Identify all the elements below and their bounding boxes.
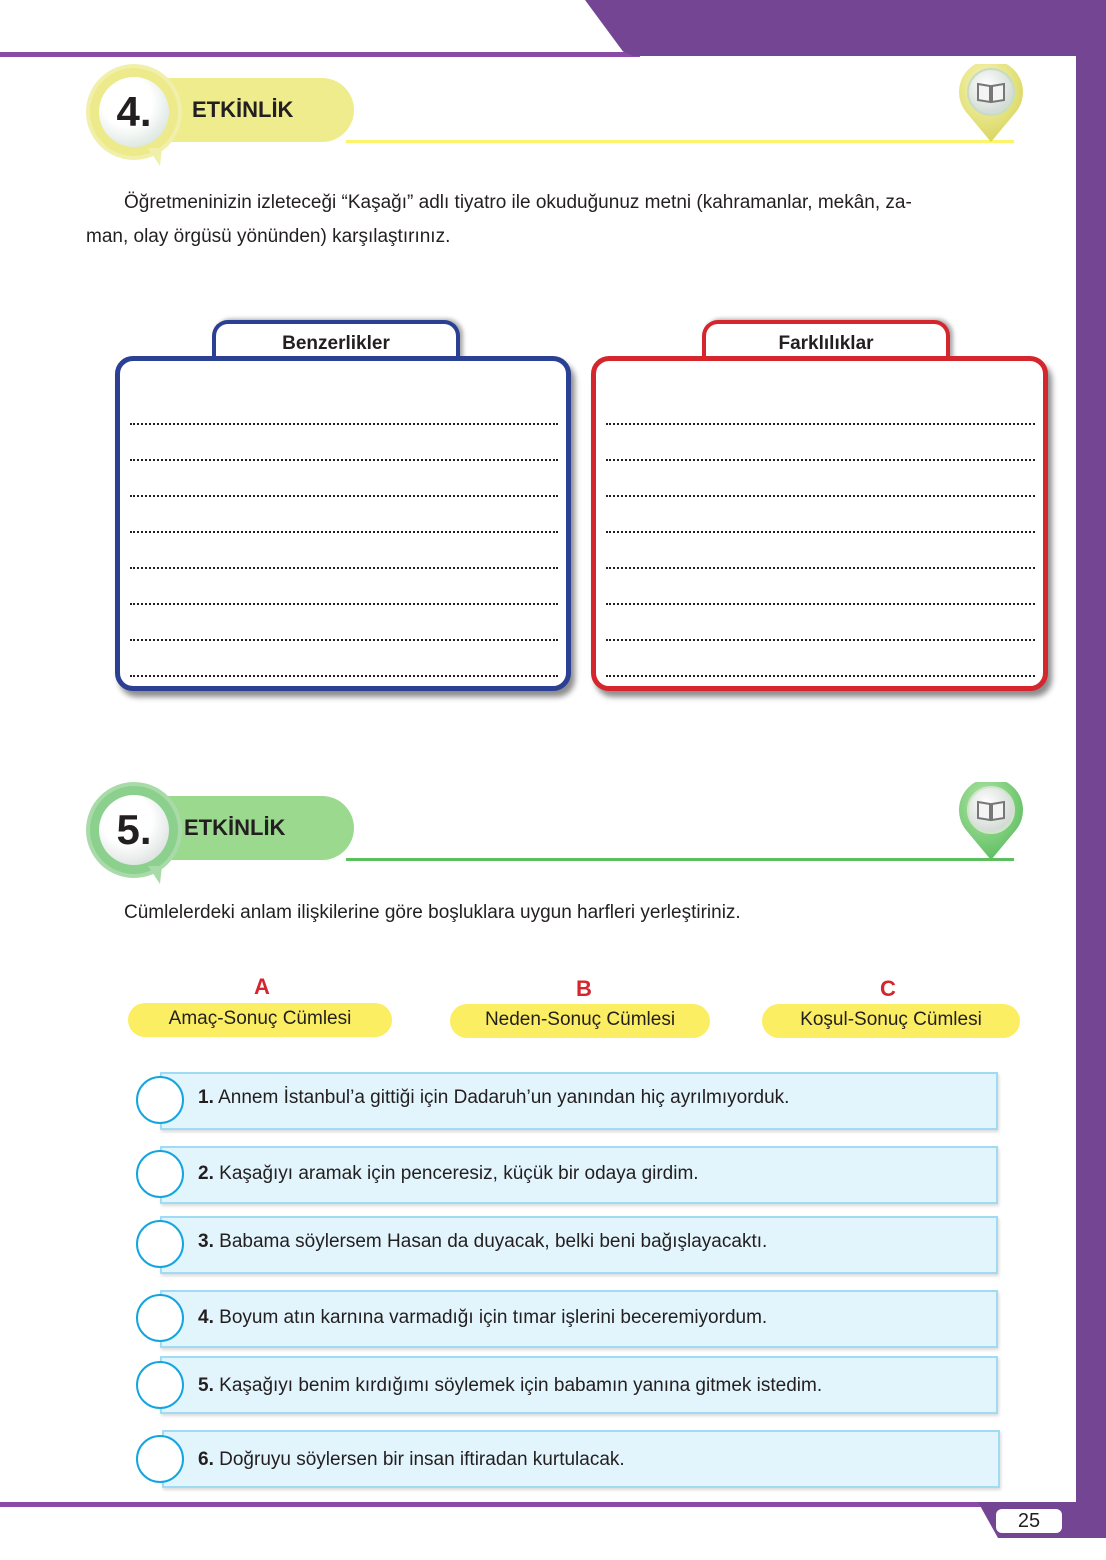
- answer-circle[interactable]: [136, 1076, 184, 1124]
- answer-line[interactable]: [606, 389, 1035, 425]
- sentence-body: Kaşağıyı aramak için penceresiz, küçük bir odaya girdim.: [219, 1163, 699, 1184]
- sentence-number: 6.: [198, 1449, 214, 1470]
- answer-line[interactable]: [130, 641, 558, 677]
- answer-line[interactable]: [130, 389, 558, 425]
- category-amac-sonuc: Amaç-Sonuç Cümlesi: [128, 1003, 392, 1037]
- sentence-body: Doğruyu söylersen bir insan iftiradan kurtulacak.: [219, 1449, 625, 1470]
- book-pin-icon: [956, 64, 1026, 144]
- sentence-number: 3.: [198, 1231, 214, 1252]
- answer-line[interactable]: [606, 425, 1035, 461]
- instruction-line-1: Öğretmeninizin izleteceği “Kaşağı” adlı tiyatro ile okuduğunuz metni (kahramanlar, mekân, za-: [124, 192, 912, 213]
- answer-line[interactable]: [606, 605, 1035, 641]
- activity-number-badge: [86, 64, 182, 160]
- answer-line[interactable]: [130, 569, 558, 605]
- sentence-number: 2.: [198, 1163, 214, 1184]
- header-underline: [346, 858, 1014, 861]
- sentence-number: 1.: [198, 1087, 214, 1108]
- similarities-tab: Benzerlikler: [212, 320, 460, 364]
- similarities-box[interactable]: [115, 356, 571, 691]
- category-kosul-sonuc: Koşul-Sonuç Cümlesi: [762, 1004, 1020, 1038]
- answer-line[interactable]: [606, 569, 1035, 605]
- answer-line[interactable]: [130, 497, 558, 533]
- page-number: 25: [996, 1509, 1062, 1533]
- answer-line[interactable]: [606, 497, 1035, 533]
- sentence-text: [198, 1086, 789, 1110]
- differences-box[interactable]: [591, 356, 1048, 691]
- sentence-number: 5.: [198, 1375, 214, 1396]
- sentence-body: Boyum atın karnına varmadığı için tımar işlerini beceremiyordum.: [219, 1307, 768, 1328]
- sentence-body: Annem İstanbul’a gittiği için Dadaruh’un yanından hiç ayrılmıyorduk.: [218, 1087, 790, 1108]
- answer-line[interactable]: [606, 533, 1035, 569]
- activity-4-header: [86, 64, 1026, 164]
- category-letter-a: A: [254, 974, 270, 999]
- answer-circle[interactable]: [136, 1361, 184, 1409]
- activity-5-header: [86, 782, 1026, 882]
- answer-circle[interactable]: [136, 1294, 184, 1342]
- instruction-line-2: man, olay örgüsü yönünden) karşılaştırınız.: [86, 226, 451, 247]
- sentence-text: [198, 1306, 767, 1330]
- answer-line[interactable]: [130, 461, 558, 497]
- right-frame-band: [1076, 0, 1106, 1530]
- answer-line[interactable]: [606, 461, 1035, 497]
- book-pin-icon: [956, 782, 1026, 862]
- differences-tab: Farklılıklar: [702, 320, 950, 364]
- category-letter-c: C: [880, 976, 896, 1001]
- answer-circle[interactable]: [136, 1220, 184, 1268]
- category-neden-sonuc: Neden-Sonuç Cümlesi: [450, 1004, 710, 1038]
- answer-circle[interactable]: [136, 1435, 184, 1483]
- answer-line[interactable]: [130, 425, 558, 461]
- category-letter-b: B: [576, 976, 592, 1001]
- sentence-text: [198, 1374, 822, 1398]
- activity-number: 5.: [99, 795, 169, 865]
- sentence-number: 4.: [198, 1307, 214, 1328]
- activity-title: ETKİNLİK: [146, 796, 354, 860]
- top-frame-band: [585, 0, 1106, 56]
- activity-number-badge: [86, 782, 182, 878]
- answer-line[interactable]: [130, 533, 558, 569]
- activity-number: 4.: [99, 77, 169, 147]
- answer-line[interactable]: [130, 605, 558, 641]
- header-underline: [346, 140, 1014, 143]
- activity-5-instruction: Cümlelerdeki anlam ilişkilerine göre boşluklara uygun harfleri yerleştiriniz.: [124, 902, 741, 923]
- answer-line[interactable]: [606, 641, 1035, 677]
- answer-circle[interactable]: [136, 1150, 184, 1198]
- sentence-body: Kaşağıyı benim kırdığımı söylemek için babamın yanına gitmek istedim.: [219, 1375, 823, 1396]
- top-frame-line: [0, 52, 640, 57]
- bottom-frame-line: [0, 1502, 1080, 1507]
- sentence-text: [198, 1448, 625, 1472]
- sentence-text: [198, 1162, 699, 1186]
- sentence-body: Babama söylersem Hasan da duyacak, belki beni bağışlayacaktı.: [219, 1231, 768, 1252]
- sentence-text: [198, 1230, 767, 1254]
- activity-4-instruction: [86, 186, 1046, 254]
- activity-title: ETKİNLİK: [146, 78, 354, 142]
